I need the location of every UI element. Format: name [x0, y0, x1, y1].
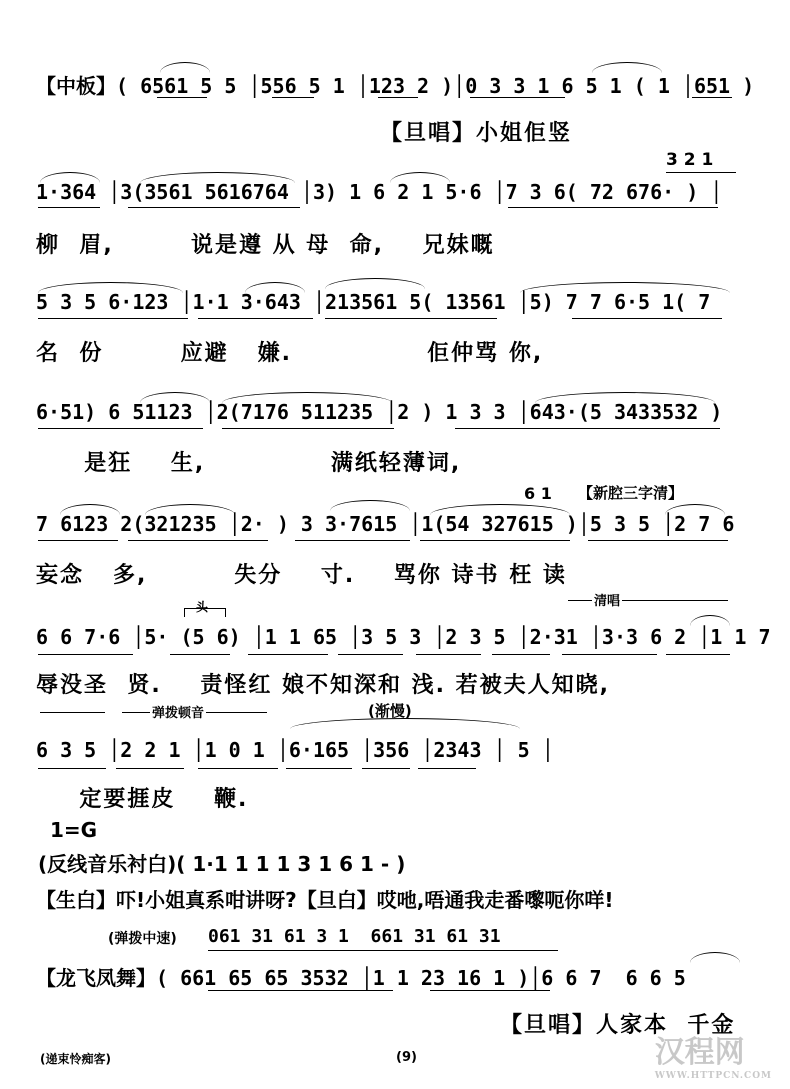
tanbo-mark: 弹拨顿音: [150, 702, 206, 721]
beam-line: [272, 97, 314, 98]
beam-line: [116, 768, 184, 769]
lyric-line-3: 名 份 应避 嫌. 佢仲骂 你,: [36, 341, 544, 366]
slur: [330, 500, 410, 511]
beam-line: [198, 318, 313, 319]
watermark-url: WWW.HTTPCN.COM: [654, 1071, 772, 1081]
key-signature: 1=G: [50, 818, 98, 842]
slur: [520, 282, 730, 293]
slur: [390, 172, 450, 183]
lyric-line-1: 【旦唱】小姐佢竖: [380, 121, 573, 146]
beam-line: [128, 540, 268, 541]
beam-line: [378, 97, 418, 98]
notation-line-5: 7 6123 2(321235 │2· ) 3 3·7615 │1(54 327615 )│5 3 5 │2 7 6: [36, 512, 735, 536]
dialogue-line: 【生白】吓!小姐真系咁讲呀?【旦白】哎吔,唔通我走番嚟呃你咩!: [36, 888, 614, 912]
slur: [535, 392, 715, 403]
notation-line-7: 6 3 5 │2 2 1 │1 0 1 │6·165 │356 │2343 │ 5 │: [36, 738, 554, 762]
slur: [140, 172, 295, 183]
upper-notes: 6 1: [524, 484, 552, 503]
lyric-line-4: 是狂 生, 满纸轻薄词,: [36, 451, 462, 476]
beam-line: [208, 950, 558, 951]
qingchang-mark: 清唱: [592, 590, 622, 609]
beam-line: [295, 540, 410, 541]
slur: [60, 504, 120, 515]
footer-author: (递束怜痴客): [40, 1052, 111, 1066]
accompaniment-line: (反线音乐衬白)( 1·1 1 1 1 3 1 6 1 - ): [38, 852, 406, 876]
dragon-notes: 【龙飞凤舞】( 661 65 65 3532 │1 1 23 16 1 )│6 6 7 6 6 5: [36, 966, 686, 990]
slur: [145, 504, 235, 515]
beam-line: [572, 318, 722, 319]
beam-line: [508, 207, 718, 208]
beam-line: [420, 540, 570, 541]
section-mark: 【新腔三字清】: [578, 484, 684, 502]
beam-line: [666, 654, 730, 655]
slur: [40, 172, 100, 183]
beam-line: [286, 768, 352, 769]
beam-line: [38, 428, 203, 429]
slur: [430, 504, 570, 515]
beam-line: [692, 97, 732, 98]
upper-notes: 3 2 1: [666, 150, 714, 170]
beam-line: [198, 768, 278, 769]
watermark-logo: [655, 1027, 772, 1081]
notation-line-6: 6 6 7·6 │5· (5 6) │1 1 65 │3 5 3 │2 3 5 │2·31 │3·3 6 2 │1 1 7: [36, 625, 771, 649]
lyric-line-6: 辱没圣 贤. 责怪红 娘不知深和 浅. 若被夫人知晓,: [36, 673, 611, 698]
beam-line: [416, 654, 481, 655]
beam-line: [170, 654, 230, 655]
slur: [160, 62, 210, 73]
slur: [290, 718, 520, 729]
tempo-notes: 061 31 61 3 1 661 31 61 31: [208, 926, 501, 947]
lyric-line-5: 妄念 多, 失分 寸. 骂你 诗书 枉 读: [36, 563, 567, 588]
slur: [592, 62, 662, 73]
notation-line-4: 6·51) 6 51123 │2(7176 511235 │2 ) 1 3 3 │643·(5 3433532 ): [36, 400, 723, 424]
slur: [38, 282, 183, 293]
beam-line: [455, 428, 720, 429]
beam-line: [325, 318, 497, 319]
beam-line: [38, 654, 133, 655]
beam-line: [128, 207, 300, 208]
lyric-line-final: 【旦唱】人家本 千金: [500, 1013, 736, 1038]
beam-line: [208, 990, 393, 991]
slur: [245, 282, 305, 293]
slur: [222, 392, 392, 403]
beam-line: [38, 318, 188, 319]
tempo-label: (弹拨中速): [108, 931, 177, 947]
lyric-line-7: 定要捱皮 鞭.: [60, 787, 249, 812]
head-mark: 头: [196, 600, 209, 614]
beam-line: [38, 768, 106, 769]
lyric-line-2: 柳 眉, 说是遵 从 母 命, 兄妹嘅: [36, 233, 495, 258]
beam-line: [157, 97, 207, 98]
beam-line: [248, 654, 328, 655]
beam-line: [222, 428, 394, 429]
notation-line-3: 5 3 5 6·123 │1·1 3·643 │213561 5( 13561 │5) 7 7 6·5 1( 7: [36, 290, 711, 314]
beam-line: [338, 654, 403, 655]
notation-line-2: 1·364 │3(3561 5616764 │3) 1 6 2 1 5·6 │7 3 6( 72 676· ) │: [36, 180, 723, 204]
slur: [140, 392, 210, 403]
beam-line: [38, 540, 118, 541]
beam-line: [470, 97, 565, 98]
beam-line: [492, 654, 550, 655]
beam-line: [418, 768, 476, 769]
slowdown-mark: (渐慢): [368, 702, 412, 720]
tie-line: [40, 712, 105, 713]
slur: [325, 278, 425, 289]
beam-line: [38, 207, 100, 208]
page-number: (9): [396, 1050, 417, 1065]
beam-line: [588, 540, 728, 541]
notation-line-1: 【中板】( 6561 5 5 │556 5 1 │123 2 )│0 3 3 1 6 5 1 ( 1 │651 ): [36, 74, 755, 98]
watermark-text: 汉程网: [654, 1035, 745, 1070]
beam-line: [562, 654, 657, 655]
slur: [690, 615, 730, 626]
beam-line: [430, 990, 550, 991]
slur: [690, 952, 740, 963]
beam-line: [362, 768, 410, 769]
slur: [665, 504, 725, 515]
beam-line: [666, 172, 736, 173]
